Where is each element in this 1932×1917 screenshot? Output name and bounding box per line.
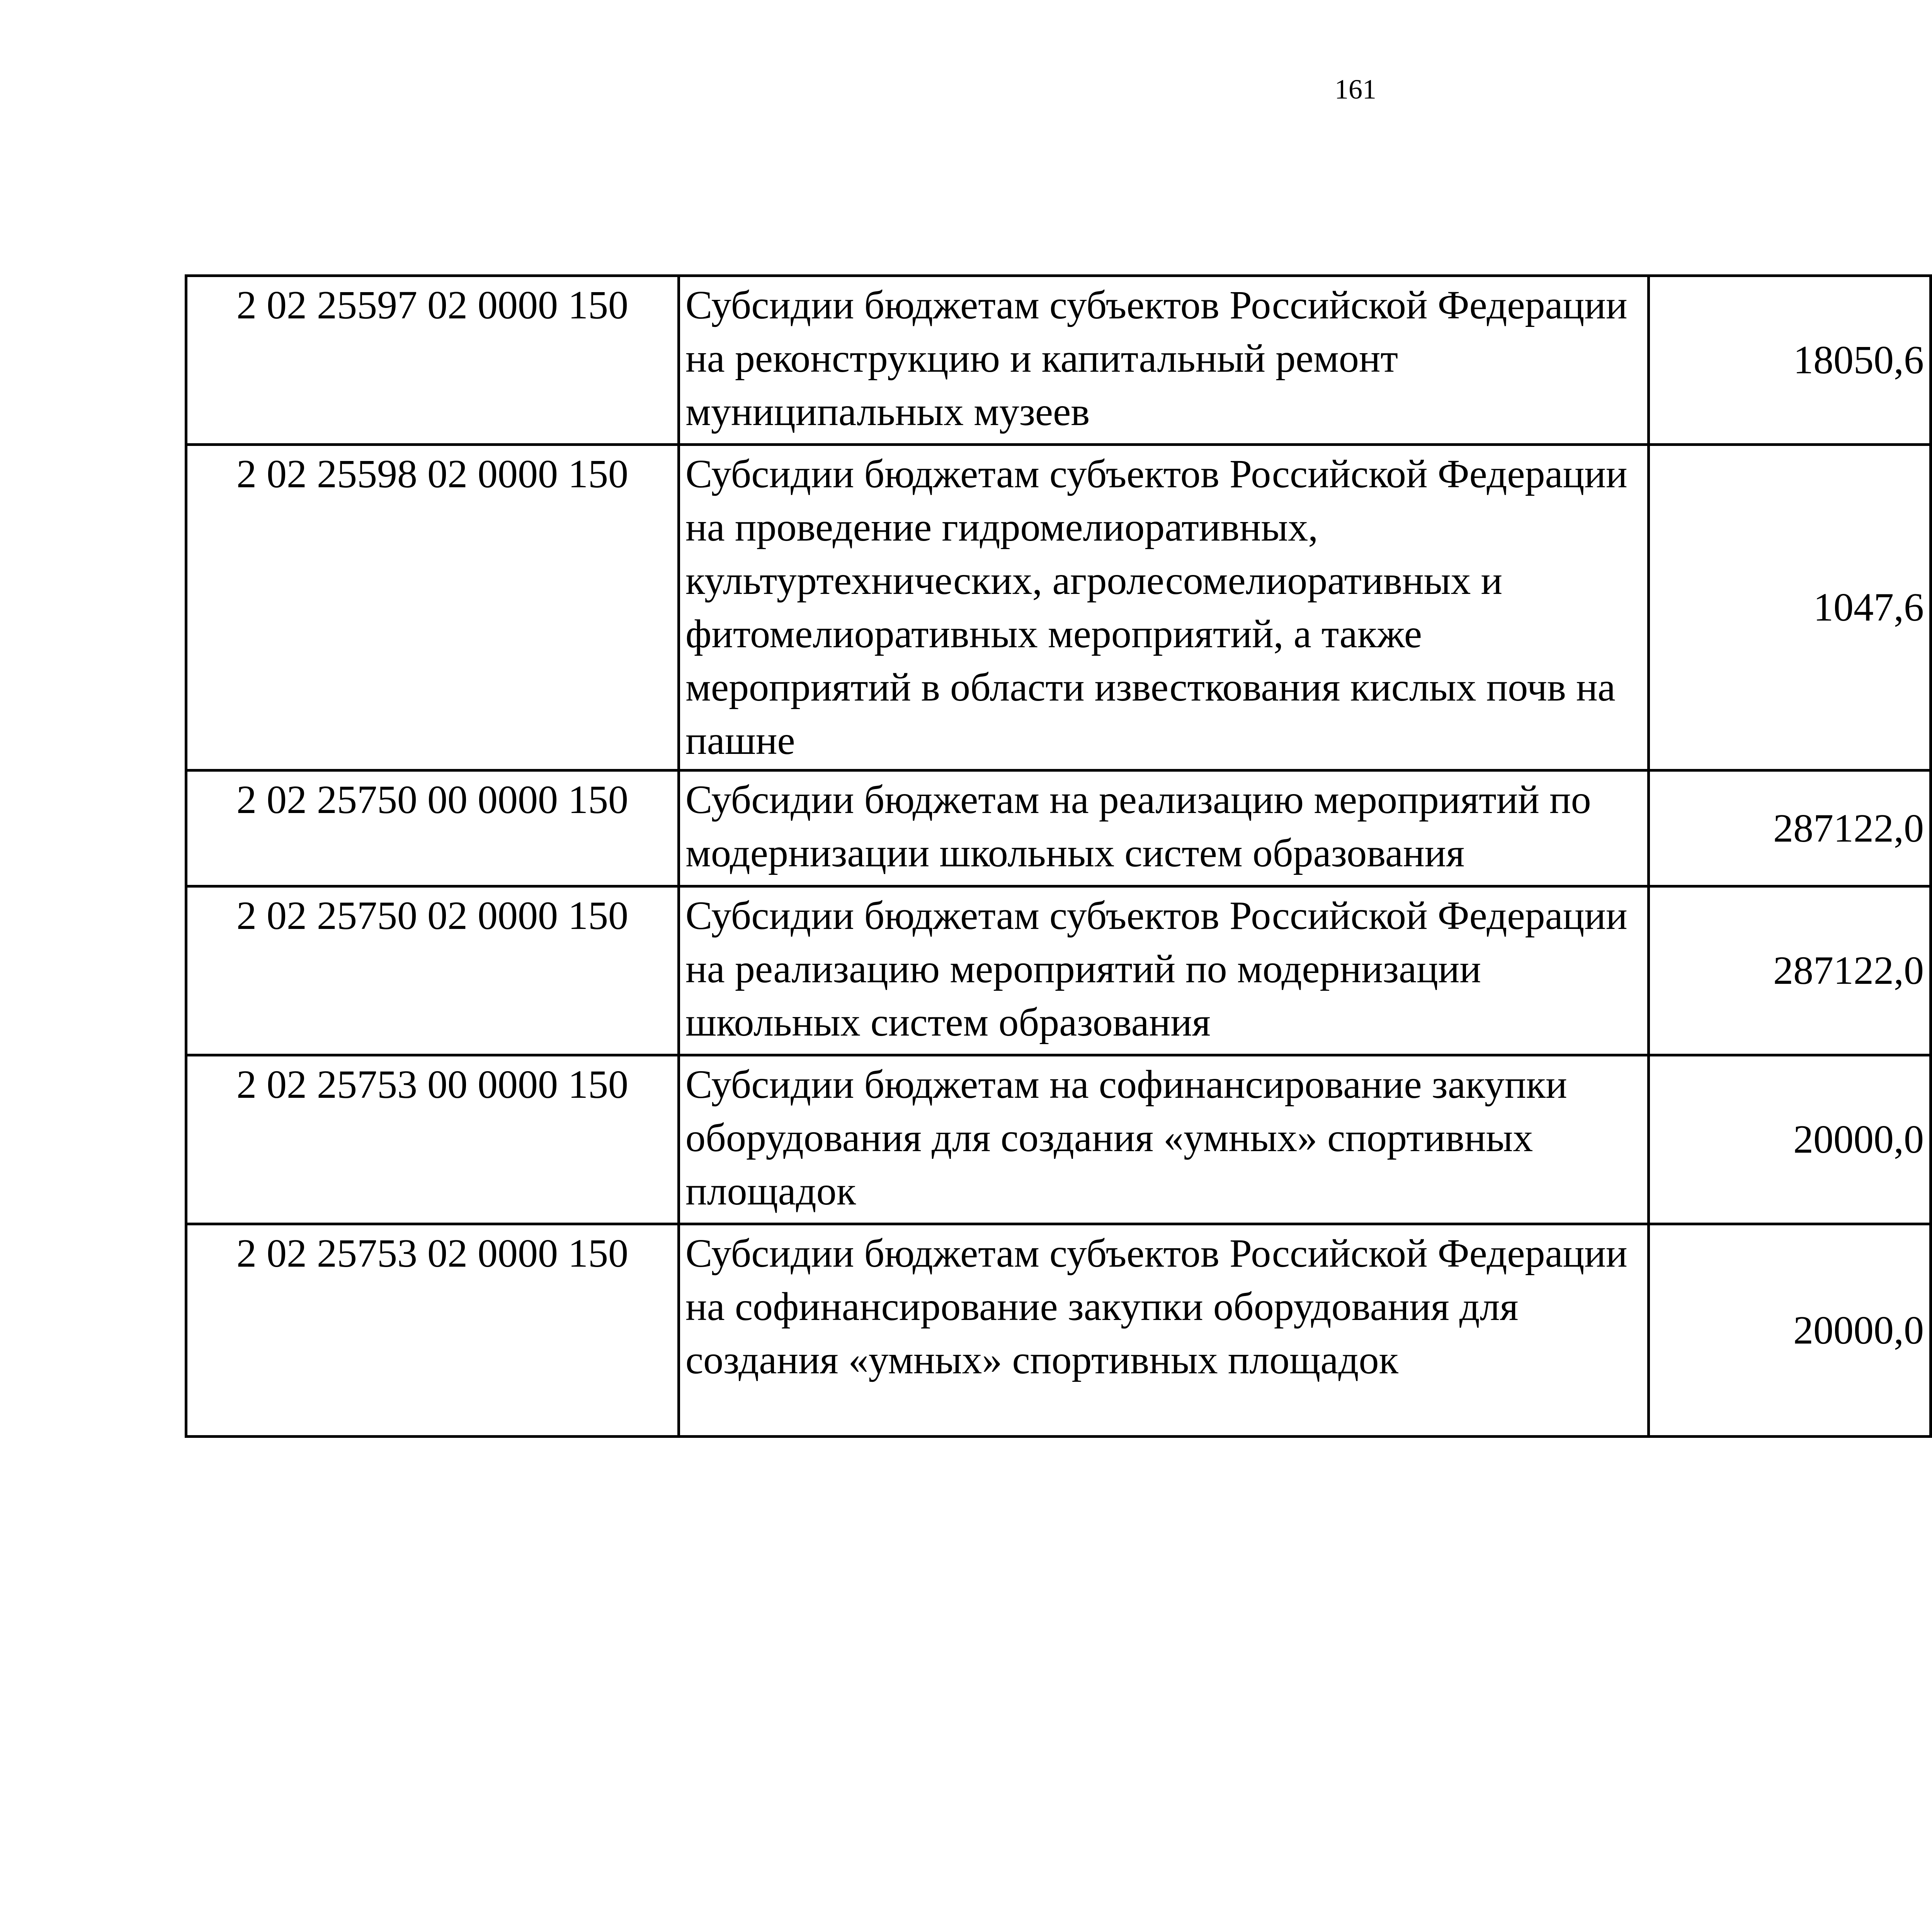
page-number: 161 bbox=[1335, 74, 1376, 105]
description-cell: Субсидии бюджетам на софинансирование закупки оборудования для создания «умных» спортивных площадок bbox=[679, 1055, 1649, 1224]
amount-cell-2 bbox=[1931, 1055, 1932, 1224]
amount-cell-2 bbox=[1931, 886, 1932, 1055]
budget-table bbox=[185, 274, 1932, 1438]
table-row bbox=[186, 886, 1932, 1055]
budget-code-cell: 2 02 25750 00 0000 150 bbox=[186, 771, 679, 886]
amount-cell-1: 20000,0 bbox=[1649, 1055, 1931, 1224]
budget-code-cell: 2 02 25753 02 0000 150 bbox=[186, 1224, 679, 1437]
budget-code-cell: 2 02 25597 02 0000 150 bbox=[186, 276, 679, 445]
description-cell: Субсидии бюджетам субъектов Российской Федерации на софинансирование закупки оборудования для создания «умных» спортивных площадок bbox=[679, 1224, 1649, 1437]
amount-cell-1: 18050,6 bbox=[1649, 276, 1931, 445]
amount-cell-1: 287122,0 bbox=[1649, 771, 1931, 886]
budget-code-cell: 2 02 25750 02 0000 150 bbox=[186, 886, 679, 1055]
budget-code-cell: 2 02 25598 02 0000 150 bbox=[186, 445, 679, 771]
amount-cell-2 bbox=[1931, 276, 1932, 445]
table-row bbox=[186, 276, 1932, 445]
table-row bbox=[186, 1224, 1932, 1437]
description-cell: Субсидии бюджетам субъектов Российской Федерации на реконструкцию и капитальный ремонт муниципальных музеев bbox=[679, 276, 1649, 445]
description-cell: Субсидии бюджетам субъектов Российской Федерации на реализацию мероприятий по модернизации школьных систем образования bbox=[679, 886, 1649, 1055]
amount-cell-2 bbox=[1931, 771, 1932, 886]
amount-cell-1: 1047,6 bbox=[1649, 445, 1931, 771]
amount-cell-2 bbox=[1931, 445, 1932, 771]
budget-code-cell: 2 02 25753 00 0000 150 bbox=[186, 1055, 679, 1224]
description-cell: Субсидии бюджетам субъектов Российской Федерации на проведение гидромелиоративных, культуртехнических, агролесомелиоративных и фитомелиоративных мероприятий, а также мероприятий в области известкования кислых почв на пашне bbox=[679, 445, 1649, 771]
amount-cell-1: 287122,0 bbox=[1649, 886, 1931, 1055]
amount-cell-2 bbox=[1931, 1224, 1932, 1437]
amount-cell-1: 20000,0 bbox=[1649, 1224, 1931, 1437]
table-row bbox=[186, 445, 1932, 771]
table-row bbox=[186, 1055, 1932, 1224]
table-row bbox=[186, 771, 1932, 886]
description-cell: Субсидии бюджетам на реализацию мероприятий по модернизации школьных систем образования bbox=[679, 771, 1649, 886]
